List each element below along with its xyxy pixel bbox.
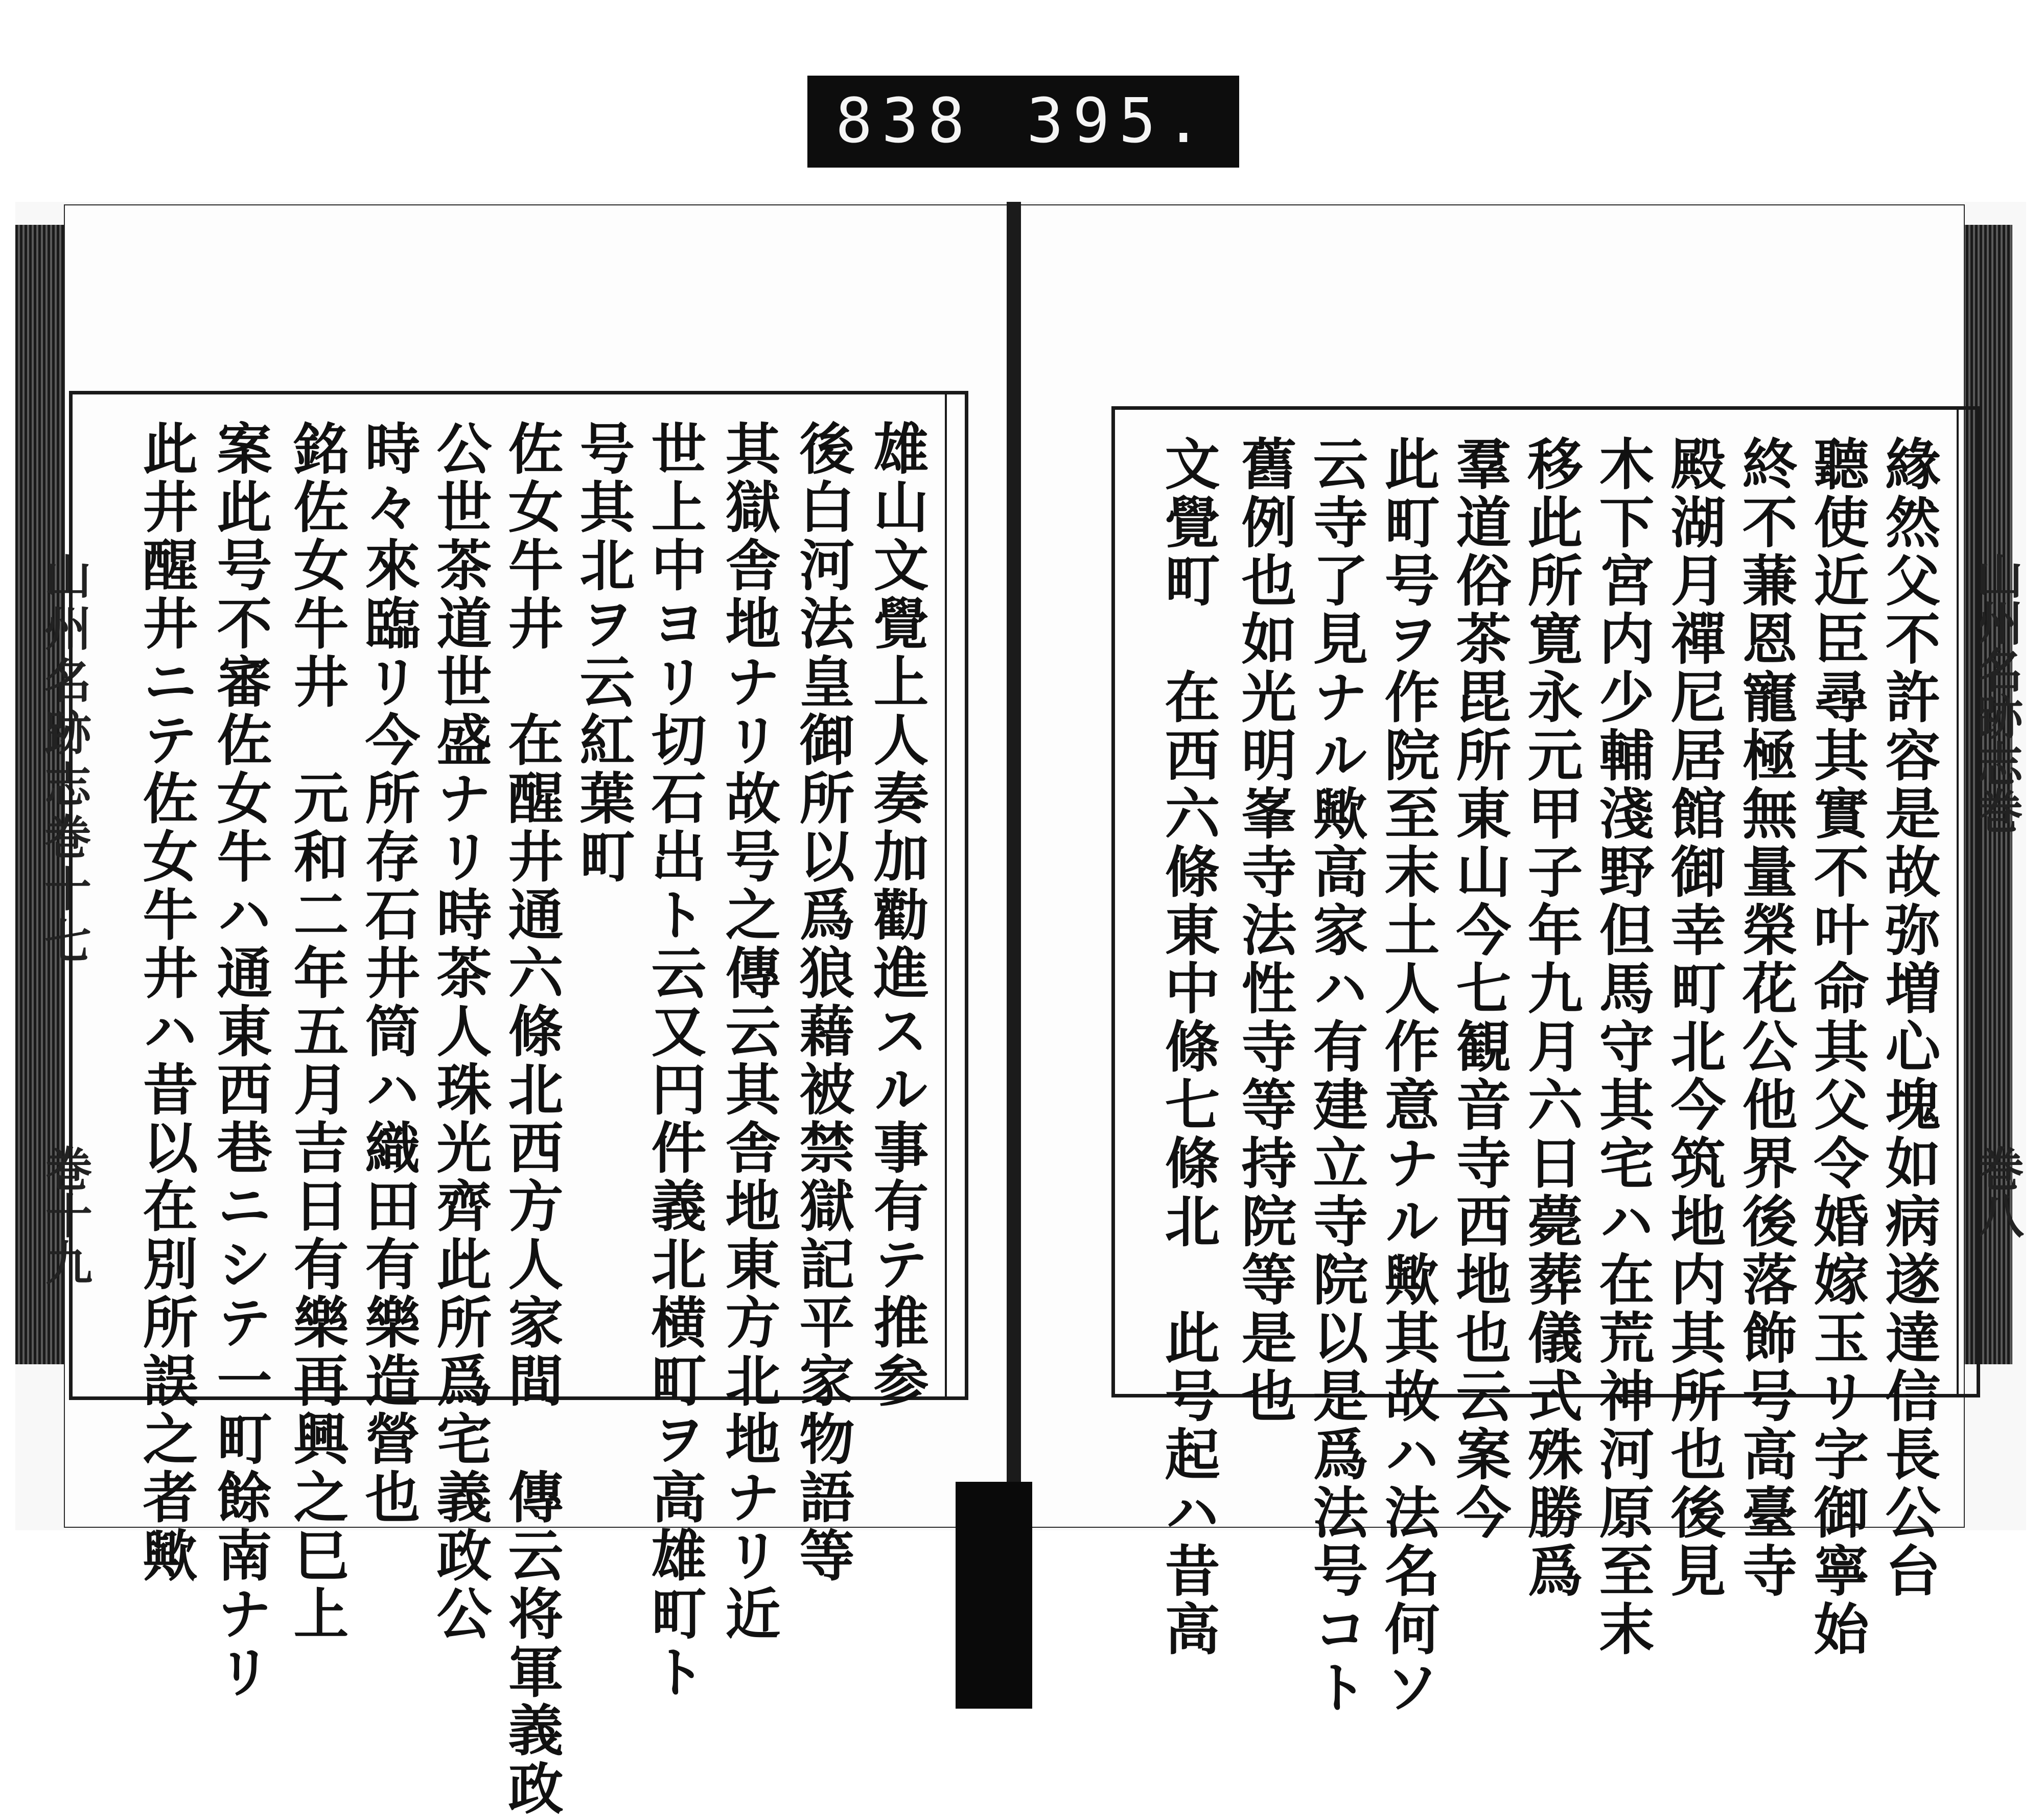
right-text-column-8: 此町号ヲ作院至末土人作意ナル歟其故ハ法名何ソ bbox=[1375, 435, 1439, 1717]
right-text-column-9: 云寺了見ナル歟高家ハ有建立寺院以是爲法号コト bbox=[1304, 435, 1368, 1717]
left-text-column-6: 佐女牛井 在醒井通六條北西方人家間 傳云将軍義政 bbox=[499, 420, 563, 1818]
right-text-column-6: 移此所寛永元甲子年九月六日薨葬儀式殊勝爲 bbox=[1518, 435, 1583, 1600]
left-frame-inner-line bbox=[945, 394, 947, 1396]
left-text-column-8: 時々來臨リ今所存石井筒ハ織田有樂造營也 bbox=[356, 420, 420, 1527]
left-text-column-4: 世上中ヨリ切石出ト云又円件義北横町ヲ高雄町ト bbox=[642, 420, 706, 1702]
catalog-number-right: 395. bbox=[1027, 86, 1211, 157]
left-spine-volume: 巻十九 bbox=[38, 1145, 93, 1286]
right-text-column-4: 殿湖月禪尼居館御幸町北今筑地内其所也後見 bbox=[1661, 435, 1726, 1600]
left-text-column-11: 此井醒井ニテ佐女牛井ハ昔以在別所誤之者歟 bbox=[133, 420, 198, 1585]
right-text-column-2: 聽使近臣尋其實不叶命其父令婚嫁玉リ字御寧始 bbox=[1804, 435, 1869, 1659]
catalog-label bbox=[807, 76, 1239, 168]
left-text-column-10: 案此号不審佐女牛ハ通東西巷ニシテ一町餘南ナリ bbox=[207, 420, 272, 1702]
left-text-column-1: 雄山文覺上人奏加勸進スル事有テ推参 bbox=[864, 420, 928, 1410]
catalog-number-left: 838 bbox=[835, 86, 974, 157]
right-text-column-11: 文覺町 在西六條東中條七條北 此号起ハ昔高 bbox=[1155, 435, 1220, 1659]
left-text-column-7: 公世茶道世盛ナリ時茶人珠光齊此所爲宅義政公 bbox=[427, 420, 492, 1643]
right-text-frame bbox=[1111, 406, 1980, 1717]
left-text-column-9: 銘佐女牛井 元和二年五月吉日有樂再興之巳上 bbox=[284, 420, 349, 1643]
right-spine-volume: 巻八 bbox=[1969, 1145, 2025, 1239]
left-text-column-2: 後白河法皇御所以爲狼藉被禁獄記平家物語等 bbox=[790, 420, 854, 1585]
right-frame-inner-line bbox=[1957, 410, 1959, 1394]
left-text-frame bbox=[69, 391, 968, 1818]
right-text-column-10: 舊例也如光明峯寺法性寺等持院等是也 bbox=[1232, 435, 1296, 1426]
right-spine-title: 山州名跡志巻 bbox=[1968, 552, 2024, 834]
left-spine-title: 山州名跡志巻十七 bbox=[37, 552, 92, 969]
right-text-column-3: 終不蒹恩寵極無量榮花公他界後落飾号高臺寺 bbox=[1733, 435, 1797, 1600]
gutter-shadow bbox=[956, 1482, 1032, 1709]
left-text-column-3: 其獄舎地ナリ故号之傳云其舎地東方北地ナリ近 bbox=[716, 420, 780, 1643]
right-text-column-5: 木下宮内少輔淺野但馬守其宅ハ在荒神河原至末 bbox=[1590, 435, 1654, 1659]
book-gutter bbox=[1007, 202, 1021, 1530]
right-text-column-7: 羣道俗茶毘所東山今七観音寺西地也云案今 bbox=[1447, 435, 1511, 1542]
left-text-column-5: 号其北ヲ云紅葉町 bbox=[570, 420, 635, 886]
right-text-column-1: 緣然父不許容是故弥増心塊如病遂達信長公台 bbox=[1876, 435, 1940, 1600]
